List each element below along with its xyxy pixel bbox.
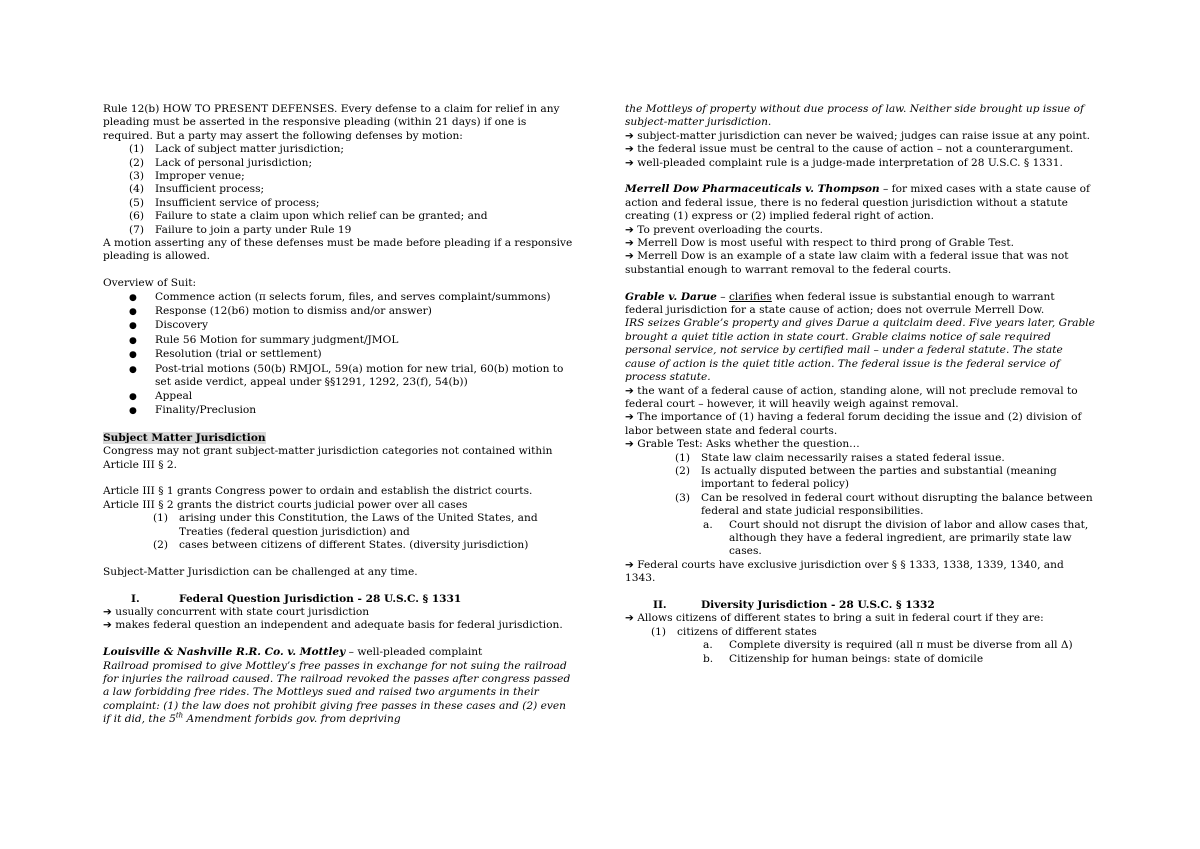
list-item: ● Appeal [103, 390, 573, 404]
right-column [625, 103, 1095, 666]
bullet-icon [129, 390, 155, 404]
section-heading-federal-question: I. Federal Question Jurisdiction - 28 U.S.C. § 1331 [131, 592, 462, 605]
arrow-point: ➔ usually concurrent with state court jurisdiction [103, 605, 370, 618]
list-item: (6) Failure to state a claim upon which relief can be granted; and [129, 210, 488, 223]
smj-paragraph: Congress may not grant subject-matter jurisdiction categories not contained within Article III § 2. [103, 445, 553, 471]
bullet-icon [129, 291, 155, 305]
list-item: ● Rule 56 Motion for summary judgment/JMOL [103, 334, 573, 348]
arrow-point: ➔ makes federal question an independent and adequate basis for federal jurisdiction. [103, 619, 563, 632]
arrow-point: ➔ subject-matter jurisdiction can never be waived; judges can raise issue at any point. [625, 129, 1091, 142]
smj-challenge: Subject-Matter Jurisdiction can be challenged at any time. [103, 565, 418, 578]
list-item: ● Post-trial motions (50(b) RMJOL, 59(a) motion for new trial, 60(b) motion to set aside verdict, appeal under §§1291, 1292, 23(f), 54(b)) [103, 363, 573, 390]
rule-outro: A motion asserting any of these defenses must be made before pleading if a responsive pleading is allowed. [103, 237, 573, 263]
list-item: (4) Insufficient process; [129, 183, 265, 196]
list-item: ● Finality/Preclusion [103, 404, 573, 418]
list-item: (2) Lack of personal jurisdiction; [129, 156, 313, 169]
rule-intro: Rule 12(b) HOW TO PRESENT DEFENSES. Every defense to a claim for relief in any pleading must be asserted in the responsive pleading (within 21 days) if one is required. But a party may assert the following defenses by motion: [103, 103, 560, 142]
arrow-point: ➔ The importance of (1) having a federal forum deciding the issue and (2) division of labor between state and federal courts. [625, 411, 1082, 437]
case-mottley-facts-cont: the Mottleys of property without due process of law. Neither side brought up issue of subject-matter jurisdiction. [625, 103, 1084, 129]
bullet-icon [129, 363, 155, 390]
section-heading-smj: Subject Matter Jurisdiction [103, 431, 266, 444]
arrow-point: ➔ the federal issue must be central to the cause of action – not a counterargument. [625, 143, 1074, 156]
list-item: (2) cases between citizens of different States. (diversity jurisdiction) [153, 538, 529, 551]
rule-defense-list [103, 143, 573, 237]
case-merrell: Merrell Dow Pharmaceuticals v. Thompson – for mixed cases with a state cause of action and federal issue, there is no federal question jurisdiction without a statute creating (1) express or (2) implied federal right of action. [625, 183, 1090, 223]
arrow-point: ➔ Federal courts have exclusive jurisdiction over § § 1333, 1338, 1339, 1340, and 1343. [625, 558, 1064, 585]
arrow-point: ➔ well-pleaded complaint rule is a judge-made interpretation of 28 U.S.C. § 1331. [625, 156, 1063, 169]
bullet-icon [129, 334, 155, 348]
list-item: a. Court should not disrupt the division of labor and allow cases that, although they have a federal ingredient, are primarily state law cases. [703, 518, 1089, 558]
list-item: (3) Can be resolved in federal court without disrupting the balance between federal and state judicial responsibilities. [675, 491, 1093, 518]
list-item: (5) Insufficient service of process; [129, 196, 320, 209]
arrow-point: ➔ Merrell Dow is an example of a state law claim with a federal issue that was not substantial enough to warrant removal to the federal courts. [625, 250, 1069, 276]
arrow-point: ➔ To prevent overloading the courts. [625, 223, 823, 236]
list-item: a. Complete diversity is required (all π must be diverse from all Δ) [703, 639, 1073, 652]
list-item: (1) arising under this Constitution, the Laws of the United States, and Treaties (federal question jurisdiction) and [153, 512, 538, 538]
list-item: (7) Failure to join a party under Rule 19 [129, 223, 352, 236]
case-grable: Grable v. Darue – clarifies when federal issue is substantial enough to warrant federal jurisdiction for a state cause of action; does not overrule Merrell Dow. [625, 290, 1055, 317]
case-mottley-heading: Louisville & Nashville R.R. Co. v. Mottley – well-pleaded complaint [103, 646, 483, 659]
left-column [103, 103, 573, 727]
arrow-point: ➔ Allows citizens of different states to bring a suit in federal court if they are: [625, 612, 1044, 625]
case-grable-facts: IRS seizes Grable’s property and gives Darue a quitclaim deed. Five years later, Grable brought a quiet title action in state court. Grable claims notice of sale required personal service, not service by certified mail – under a federal statute. The state cause of action is the quiet title action. The federal issue is the federal service of process statute. [625, 317, 1095, 384]
overview-list [103, 291, 573, 419]
list-item: (2) Is actually disputed between the parties and substantial (meaning important to federal policy) [675, 464, 1057, 491]
bullet-icon [129, 319, 155, 333]
arrow-point: ➔ Grable Test: Asks whether the question… [625, 438, 860, 451]
section-heading-diversity: II. Diversity Jurisdiction - 28 U.S.C. § 1332 [653, 598, 935, 611]
case-mottley-facts: Railroad promised to give Mottley’s free passes in exchange for not suing the railroad for injuries the railroad caused. The railroad revoked the passes after congress passed a law forbidding free rides. The Mottleys sued and raised two arguments in their complaint: (1) the law does not prohibit giving free passes in these cases and (2) even if it did, the 5th Amendment forbids gov. from depriving [103, 659, 571, 726]
list-item: (1) State law claim necessarily raises a stated federal issue. [675, 451, 1005, 464]
overview-title: Overview of Suit: [103, 277, 197, 290]
smj-article-1: Article III § 1 grants Congress power to ordain and establish the district courts. [103, 485, 533, 498]
bullet-icon [129, 305, 155, 319]
smj-article-2: Article III § 2 grants the district courts judicial power over all cases [103, 498, 468, 511]
list-item: b. Citizenship for human beings: state of domicile [703, 652, 984, 665]
list-item: (3) Improper venue; [129, 170, 245, 183]
list-item: ● Discovery [103, 319, 573, 333]
list-item: ● Commence action (π selects forum, files, and serves complaint/summons) [103, 291, 573, 305]
bullet-icon [129, 404, 155, 418]
list-item: ● Resolution (trial or settlement) [103, 348, 573, 362]
list-item: (1) Lack of subject matter jurisdiction; [129, 143, 344, 156]
list-item: (1) citizens of different states [651, 625, 817, 638]
list-item: ● Response (12(b6) motion to dismiss and/or answer) [103, 305, 573, 319]
arrow-point: ➔ the want of a federal cause of action, standing alone, will not preclude removal to federal court – however, it will heavily weigh against removal. [625, 384, 1078, 410]
arrow-point: ➔ Merrell Dow is most useful with respect to third prong of Grable Test. [625, 237, 1014, 250]
case-name: Grable v. Darue [625, 290, 717, 303]
case-name: Louisville & Nashville R.R. Co. v. Mottley [103, 646, 346, 659]
case-name: Merrell Dow Pharmaceuticals v. Thompson [625, 183, 880, 196]
bullet-icon [129, 348, 155, 362]
